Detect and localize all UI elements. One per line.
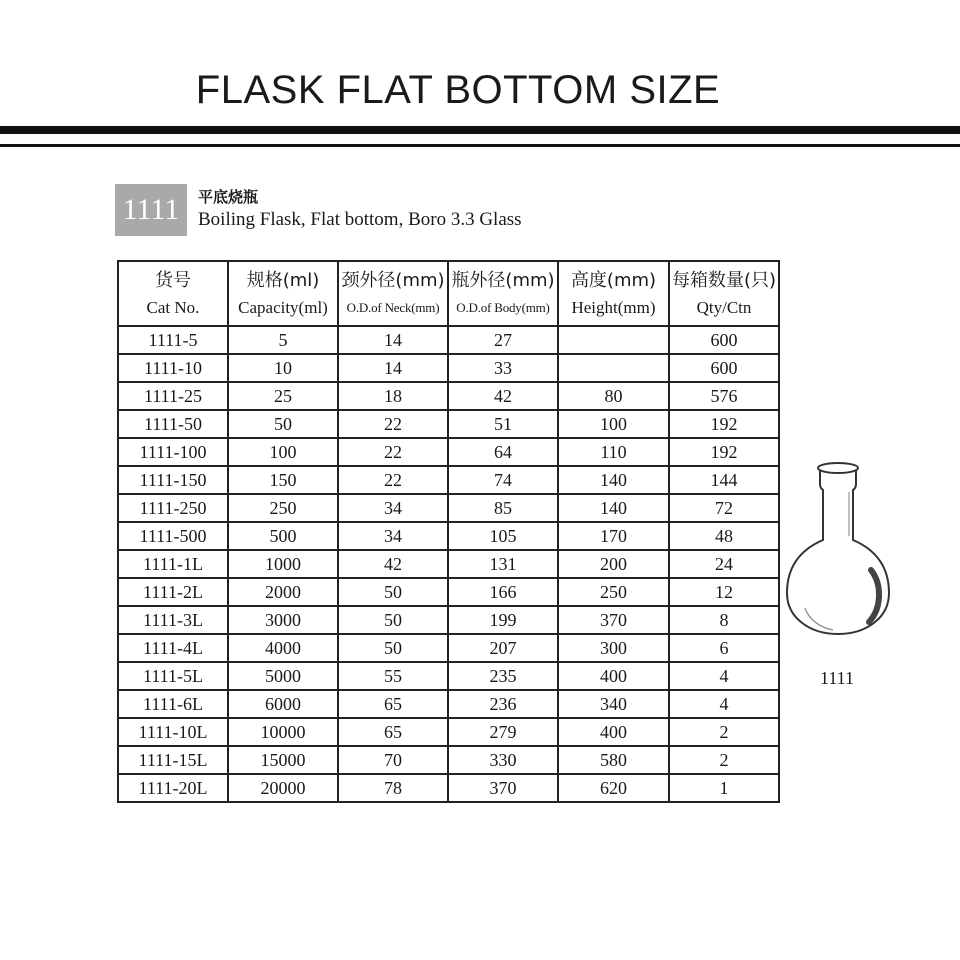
cell-qty-ctn: 600 — [669, 326, 779, 354]
product-name-cn: 平底烧瓶 — [198, 188, 259, 206]
cell-body-od: 27 — [448, 326, 558, 354]
table-row — [118, 466, 779, 494]
cell-height: 170 — [558, 522, 669, 550]
cell-body-od: 33 — [448, 354, 558, 382]
cell-qty-ctn: 24 — [669, 550, 779, 578]
cell-neck-od: 34 — [338, 494, 448, 522]
table-row — [118, 522, 779, 550]
cell-height: 370 — [558, 606, 669, 634]
cell-height: 100 — [558, 410, 669, 438]
cell-qty-ctn: 192 — [669, 438, 779, 466]
product-code-badge: 1111 — [115, 184, 187, 236]
product-name-en: Boiling Flask, Flat bottom, Boro 3.3 Glass — [198, 209, 522, 230]
cell-cat-no: 1111-6L — [118, 690, 228, 718]
cell-capacity: 4000 — [228, 634, 338, 662]
header-divider-thin — [0, 144, 960, 147]
table-row — [118, 382, 779, 410]
cell-cat-no: 1111-250 — [118, 494, 228, 522]
cell-neck-od: 65 — [338, 718, 448, 746]
header-neck-od: 颈外径(mm) O.D.of Neck(mm) — [338, 261, 448, 326]
cell-cat-no: 1111-100 — [118, 438, 228, 466]
cell-capacity: 10000 — [228, 718, 338, 746]
cell-capacity: 3000 — [228, 606, 338, 634]
cell-qty-ctn: 72 — [669, 494, 779, 522]
header-divider-thick — [0, 126, 960, 134]
cell-height: 250 — [558, 578, 669, 606]
table-header-row — [118, 261, 779, 326]
table-row — [118, 606, 779, 634]
cell-body-od: 235 — [448, 662, 558, 690]
cell-height: 200 — [558, 550, 669, 578]
cell-height: 620 — [558, 774, 669, 802]
table-body — [118, 326, 779, 802]
cell-neck-od: 50 — [338, 634, 448, 662]
cell-cat-no: 1111-3L — [118, 606, 228, 634]
table-row — [118, 578, 779, 606]
cell-capacity: 10 — [228, 354, 338, 382]
table-row — [118, 438, 779, 466]
cell-capacity: 6000 — [228, 690, 338, 718]
cell-body-od: 199 — [448, 606, 558, 634]
table-row — [118, 326, 779, 354]
cell-body-od: 64 — [448, 438, 558, 466]
flask-figure-label: 1111 — [820, 668, 854, 688]
cell-cat-no: 1111-20L — [118, 774, 228, 802]
cell-capacity: 250 — [228, 494, 338, 522]
table-row — [118, 550, 779, 578]
cell-capacity: 50 — [228, 410, 338, 438]
cell-body-od: 42 — [448, 382, 558, 410]
cell-qty-ctn: 6 — [669, 634, 779, 662]
cell-height: 400 — [558, 662, 669, 690]
cell-qty-ctn: 144 — [669, 466, 779, 494]
header-capacity: 规格(ml) Capacity(ml) — [228, 261, 338, 326]
cell-body-od: 105 — [448, 522, 558, 550]
cell-neck-od: 22 — [338, 466, 448, 494]
cell-capacity: 500 — [228, 522, 338, 550]
cell-height: 140 — [558, 466, 669, 494]
cell-qty-ctn: 2 — [669, 718, 779, 746]
cell-qty-ctn: 12 — [669, 578, 779, 606]
cell-body-od: 74 — [448, 466, 558, 494]
cell-body-od: 370 — [448, 774, 558, 802]
cell-height: 400 — [558, 718, 669, 746]
cell-qty-ctn: 192 — [669, 410, 779, 438]
cell-cat-no: 1111-5 — [118, 326, 228, 354]
cell-capacity: 5 — [228, 326, 338, 354]
cell-capacity: 150 — [228, 466, 338, 494]
header-cat-no: 货号 Cat No. — [118, 261, 228, 326]
table-row — [118, 634, 779, 662]
cell-capacity: 100 — [228, 438, 338, 466]
cell-neck-od: 55 — [338, 662, 448, 690]
cell-capacity: 20000 — [228, 774, 338, 802]
cell-neck-od: 65 — [338, 690, 448, 718]
header-height: 高度(mm) Height(mm) — [558, 261, 669, 326]
cell-neck-od: 50 — [338, 578, 448, 606]
cell-cat-no: 1111-2L — [118, 578, 228, 606]
cell-capacity: 1000 — [228, 550, 338, 578]
cell-neck-od: 18 — [338, 382, 448, 410]
cell-neck-od: 42 — [338, 550, 448, 578]
cell-qty-ctn: 2 — [669, 746, 779, 774]
cell-qty-ctn: 4 — [669, 662, 779, 690]
cell-cat-no: 1111-25 — [118, 382, 228, 410]
flask-illustration — [783, 458, 893, 638]
cell-body-od: 51 — [448, 410, 558, 438]
cell-qty-ctn: 48 — [669, 522, 779, 550]
cell-qty-ctn: 1 — [669, 774, 779, 802]
cell-height: 580 — [558, 746, 669, 774]
header-body-od: 瓶外径(mm) O.D.of Body(mm) — [448, 261, 558, 326]
cell-cat-no: 1111-10 — [118, 354, 228, 382]
cell-cat-no: 1111-10L — [118, 718, 228, 746]
cell-neck-od: 14 — [338, 326, 448, 354]
cell-neck-od: 22 — [338, 438, 448, 466]
cell-height: 340 — [558, 690, 669, 718]
table-row — [118, 494, 779, 522]
cell-capacity: 5000 — [228, 662, 338, 690]
cell-body-od: 236 — [448, 690, 558, 718]
cell-body-od: 207 — [448, 634, 558, 662]
cell-cat-no: 1111-500 — [118, 522, 228, 550]
cell-capacity: 15000 — [228, 746, 338, 774]
table-row — [118, 354, 779, 382]
cell-cat-no: 1111-5L — [118, 662, 228, 690]
cell-neck-od: 70 — [338, 746, 448, 774]
table-row — [118, 746, 779, 774]
cell-capacity: 25 — [228, 382, 338, 410]
cell-height: 80 — [558, 382, 669, 410]
cell-body-od: 330 — [448, 746, 558, 774]
cell-cat-no: 1111-150 — [118, 466, 228, 494]
cell-capacity: 2000 — [228, 578, 338, 606]
cell-height — [558, 326, 669, 354]
page-title: FLASK FLAT BOTTOM SIZE — [195, 68, 721, 112]
cell-neck-od: 78 — [338, 774, 448, 802]
cell-cat-no: 1111-1L — [118, 550, 228, 578]
cell-body-od: 279 — [448, 718, 558, 746]
cell-body-od: 131 — [448, 550, 558, 578]
table-row — [118, 410, 779, 438]
cell-cat-no: 1111-4L — [118, 634, 228, 662]
cell-cat-no: 1111-15L — [118, 746, 228, 774]
cell-body-od: 85 — [448, 494, 558, 522]
cell-qty-ctn: 600 — [669, 354, 779, 382]
cell-neck-od: 14 — [338, 354, 448, 382]
cell-body-od: 166 — [448, 578, 558, 606]
size-table — [117, 260, 780, 803]
table-row — [118, 718, 779, 746]
cell-neck-od: 34 — [338, 522, 448, 550]
cell-neck-od: 22 — [338, 410, 448, 438]
cell-cat-no: 1111-50 — [118, 410, 228, 438]
cell-height: 140 — [558, 494, 669, 522]
table-row — [118, 662, 779, 690]
cell-qty-ctn: 8 — [669, 606, 779, 634]
table-row — [118, 774, 779, 802]
cell-qty-ctn: 4 — [669, 690, 779, 718]
cell-qty-ctn: 576 — [669, 382, 779, 410]
cell-neck-od: 50 — [338, 606, 448, 634]
table-row — [118, 690, 779, 718]
cell-height: 300 — [558, 634, 669, 662]
header-qty-ctn: 每箱数量(只) Qty/Ctn — [669, 261, 779, 326]
cell-height — [558, 354, 669, 382]
cell-height: 110 — [558, 438, 669, 466]
